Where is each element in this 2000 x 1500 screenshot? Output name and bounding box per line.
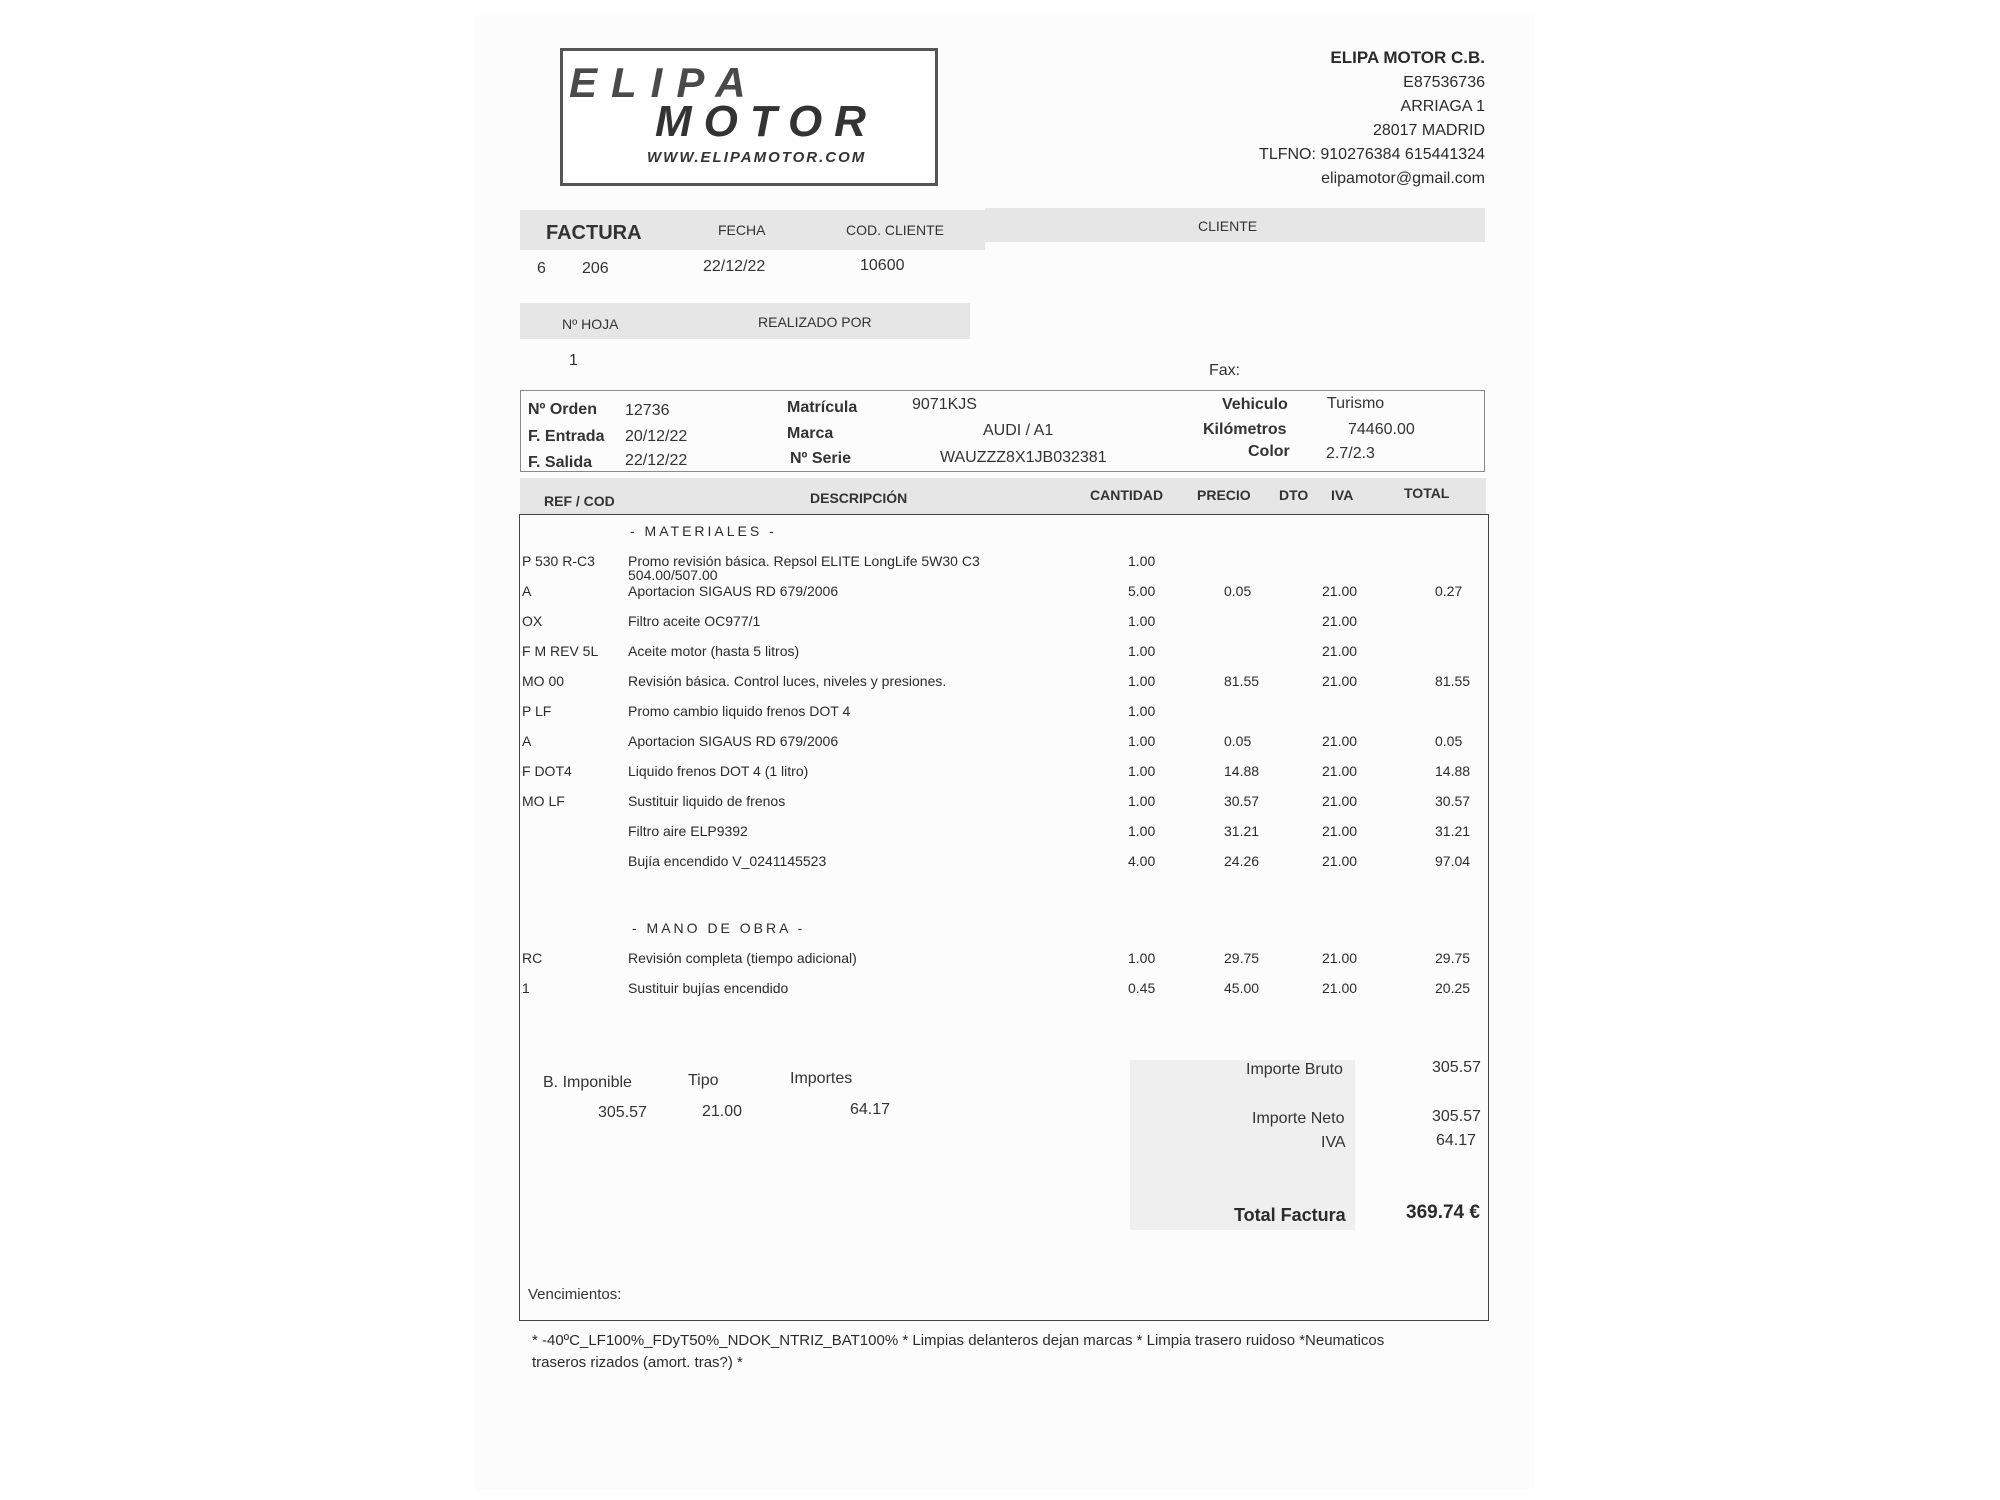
fax-label: Fax: bbox=[1209, 362, 1241, 379]
cell-cant: 1.00 bbox=[1128, 643, 1156, 659]
fecha-label: FECHA bbox=[718, 222, 766, 238]
cliente-label: CLIENTE bbox=[1198, 218, 1258, 234]
table-row bbox=[0, 643, 2000, 669]
table-row bbox=[0, 703, 2000, 729]
cell-desc: Aceite motor (hasta 5 litros) bbox=[628, 643, 800, 659]
cell-ref: 1 bbox=[522, 980, 530, 996]
company-phone: TLFNO: 910276384 615441324 bbox=[1259, 146, 1485, 163]
cell-cant: 1.00 bbox=[1128, 763, 1156, 779]
cell-cant: 4.00 bbox=[1128, 853, 1156, 869]
cell-ref: RC bbox=[522, 950, 543, 966]
company-city: 28017 MADRID bbox=[1372, 122, 1485, 139]
cell-cant: 5.00 bbox=[1128, 583, 1156, 599]
cell-iva: 21.00 bbox=[1322, 763, 1358, 779]
cell-total: 0.27 bbox=[1435, 583, 1463, 599]
cell-ref: P 530 R-C3 bbox=[522, 553, 595, 569]
company-name: ELIPA MOTOR C.B. bbox=[1330, 48, 1485, 67]
bruto-label: Importe Bruto bbox=[1246, 1061, 1343, 1078]
cell-total: 81.55 bbox=[1435, 673, 1471, 689]
hoja-value: 1 bbox=[569, 352, 578, 369]
bruto-value: 305.57 bbox=[1432, 1059, 1481, 1076]
cell-ref: MO LF bbox=[522, 793, 565, 809]
cell-ref: A bbox=[522, 733, 532, 749]
client-code: 10600 bbox=[860, 257, 905, 274]
cell-ref: F DOT4 bbox=[522, 763, 572, 779]
cell-ref: A bbox=[522, 583, 532, 599]
marca-label: Marca bbox=[787, 425, 834, 442]
table-row bbox=[0, 823, 2000, 849]
company-email: elipamotor@gmail.com bbox=[1321, 170, 1485, 187]
base-value: 305.57 bbox=[598, 1104, 647, 1121]
company-nif: E87536736 bbox=[1403, 74, 1485, 91]
cell-total: 14.88 bbox=[1435, 763, 1471, 779]
cell-precio: 14.88 bbox=[1224, 763, 1260, 779]
cell-total: 0.05 bbox=[1435, 733, 1463, 749]
cell-cant: 1.00 bbox=[1128, 823, 1156, 839]
cell-desc: Sustituir liquido de frenos bbox=[628, 793, 786, 809]
cell-total: 97.04 bbox=[1435, 853, 1471, 869]
orden-label: Nº Orden bbox=[528, 401, 597, 418]
salida-label: F. Salida bbox=[528, 454, 593, 471]
table-row bbox=[0, 673, 2000, 699]
cell-total: 31.21 bbox=[1435, 823, 1471, 839]
cell-cant: 1.00 bbox=[1128, 613, 1156, 629]
cell-precio: 30.57 bbox=[1224, 793, 1260, 809]
color-value: 2.7/2.3 bbox=[1326, 445, 1375, 462]
table-row bbox=[0, 853, 2000, 879]
cell-iva: 21.00 bbox=[1322, 793, 1358, 809]
col-ref: REF / COD bbox=[544, 493, 615, 509]
col-total: TOTAL bbox=[1404, 485, 1450, 501]
realizado-label: REALIZADO POR bbox=[758, 314, 872, 330]
cell-cant: 1.00 bbox=[1128, 673, 1156, 689]
col-precio: PRECIO bbox=[1197, 487, 1251, 503]
table-row bbox=[0, 793, 2000, 819]
invoice-serie: 6 bbox=[537, 260, 546, 277]
iva-value: 64.17 bbox=[1436, 1132, 1477, 1149]
cell-precio: 24.26 bbox=[1224, 853, 1260, 869]
cell-cant: 1.00 bbox=[1128, 793, 1156, 809]
importes-label: Importes bbox=[790, 1070, 853, 1087]
cell-desc: Aportacion SIGAUS RD 679/2006 bbox=[628, 733, 839, 749]
matricula-value: 9071KJS bbox=[912, 396, 977, 413]
total-label: Total Factura bbox=[1234, 1205, 1346, 1225]
cell-precio: 31.21 bbox=[1224, 823, 1260, 839]
cell-precio: 0.05 bbox=[1224, 733, 1252, 749]
cell-cant: 1.00 bbox=[1128, 553, 1156, 569]
vehiculo-label: Vehiculo bbox=[1222, 396, 1288, 413]
invoice-date: 22/12/22 bbox=[703, 258, 766, 275]
cell-precio: 45.00 bbox=[1224, 980, 1260, 996]
cell-desc: Sustituir bujías encendido bbox=[628, 980, 789, 996]
table-row bbox=[0, 980, 2000, 1006]
entrada-label: F. Entrada bbox=[528, 428, 605, 445]
cell-desc: Bujía encendido V_0241145523 bbox=[628, 853, 827, 869]
logo-line1: ELIPA bbox=[569, 59, 760, 106]
cell-iva: 21.00 bbox=[1322, 643, 1358, 659]
salida-value: 22/12/22 bbox=[625, 452, 688, 469]
cell-iva: 21.00 bbox=[1322, 853, 1358, 869]
cell-iva: 21.00 bbox=[1322, 733, 1358, 749]
neto-label: Importe Neto bbox=[1252, 1110, 1345, 1127]
table-row bbox=[0, 613, 2000, 639]
serie-value: WAUZZZ8X1JB032381 bbox=[940, 449, 1107, 466]
cell-precio: 81.55 bbox=[1224, 673, 1260, 689]
cell-iva: 21.00 bbox=[1322, 950, 1358, 966]
serie-label: Nº Serie bbox=[790, 450, 851, 467]
entrada-value: 20/12/22 bbox=[625, 428, 688, 445]
factura-label: FACTURA bbox=[546, 222, 642, 244]
cell-desc: Promo cambio liquido frenos DOT 4 bbox=[628, 703, 851, 719]
importe-value: 64.17 bbox=[850, 1101, 891, 1118]
neto-value: 305.57 bbox=[1432, 1108, 1481, 1125]
cell-iva: 21.00 bbox=[1322, 823, 1358, 839]
cell-cant: 1.00 bbox=[1128, 733, 1156, 749]
cell-iva: 21.00 bbox=[1322, 980, 1358, 996]
cell-precio: 0.05 bbox=[1224, 583, 1252, 599]
cell-cant: 1.00 bbox=[1128, 703, 1156, 719]
hoja-label: Nº HOJA bbox=[562, 316, 619, 332]
table-row bbox=[0, 583, 2000, 609]
cell-precio: 29.75 bbox=[1224, 950, 1260, 966]
cell-iva: 21.00 bbox=[1322, 673, 1358, 689]
invoice-number: 206 bbox=[582, 260, 609, 277]
col-iva: IVA bbox=[1331, 487, 1354, 503]
table-row bbox=[0, 763, 2000, 789]
table-row bbox=[0, 553, 2000, 583]
logo-line2: MOTOR bbox=[655, 97, 878, 146]
cell-total: 20.25 bbox=[1435, 980, 1471, 996]
cell-iva: 21.00 bbox=[1322, 613, 1358, 629]
section-materiales: - MATERIALES - bbox=[630, 523, 777, 539]
vencimientos-label: Vencimientos: bbox=[528, 1286, 622, 1303]
table-row bbox=[0, 733, 2000, 759]
cell-desc: Filtro aire ELP9392 bbox=[628, 823, 748, 839]
col-desc: DESCRIPCIÓN bbox=[810, 490, 908, 506]
cell-desc: Promo revisión básica. Repsol ELITE LongLife 5W30 C3 bbox=[628, 553, 980, 569]
cell-desc: Filtro aceite OC977/1 bbox=[628, 613, 761, 629]
table-row bbox=[0, 950, 2000, 976]
company-address: ARRIAGA 1 bbox=[1400, 98, 1485, 115]
cell-iva: 21.00 bbox=[1322, 583, 1358, 599]
base-label: B. Imponible bbox=[543, 1074, 632, 1091]
km-label: Kilómetros bbox=[1203, 421, 1287, 438]
cell-ref: OX bbox=[522, 613, 543, 629]
total-value: 369.74 € bbox=[1406, 1202, 1480, 1223]
tipo-value: 21.00 bbox=[702, 1103, 743, 1120]
vehiculo-value: Turismo bbox=[1327, 395, 1385, 412]
cell-desc: Revisión básica. Control luces, niveles y presiones. bbox=[628, 673, 947, 689]
logo-web: WWW.ELIPAMOTOR.COM bbox=[647, 149, 867, 166]
orden-value: 12736 bbox=[625, 402, 670, 419]
marca-value: AUDI / A1 bbox=[983, 422, 1054, 439]
km-value: 74460.00 bbox=[1348, 421, 1415, 438]
cell-desc: Liquido frenos DOT 4 (1 litro) bbox=[628, 763, 809, 779]
cell-ref: MO 00 bbox=[522, 673, 565, 689]
color-label: Color bbox=[1248, 443, 1290, 460]
matricula-label: Matrícula bbox=[787, 399, 858, 416]
footer-note-line1: * -40ºC_LF100%_FDyT50%_NDOK_NTRIZ_BAT100% * Limpias delanteros dejan marcas * Limpia trasero ruidoso *Neumaticos bbox=[532, 1332, 1385, 1349]
cell-desc: Aportacion SIGAUS RD 679/2006 bbox=[628, 583, 839, 599]
section-mano-obra: - MANO DE OBRA - bbox=[632, 920, 806, 936]
cell-cant: 1.00 bbox=[1128, 950, 1156, 966]
cell-total: 29.75 bbox=[1435, 950, 1471, 966]
tipo-label: Tipo bbox=[688, 1072, 719, 1089]
col-dto: DTO bbox=[1279, 487, 1309, 503]
company-logo bbox=[560, 48, 938, 186]
col-cantidad: CANTIDAD bbox=[1090, 487, 1164, 503]
footer-note-line2: traseros rizados (amort. tras?) * bbox=[532, 1354, 743, 1371]
cell-ref: P LF bbox=[522, 703, 552, 719]
cell-ref: F M REV 5L bbox=[522, 643, 599, 659]
iva-label: IVA bbox=[1321, 1134, 1346, 1151]
cell-total: 30.57 bbox=[1435, 793, 1471, 809]
cod-cliente-label: COD. CLIENTE bbox=[846, 222, 945, 238]
cell-cant: 0.45 bbox=[1128, 980, 1156, 996]
cell-desc: Revisión completa (tiempo adicional) bbox=[628, 950, 857, 966]
cell-desc-cont: 504.00/507.00 bbox=[628, 567, 718, 583]
